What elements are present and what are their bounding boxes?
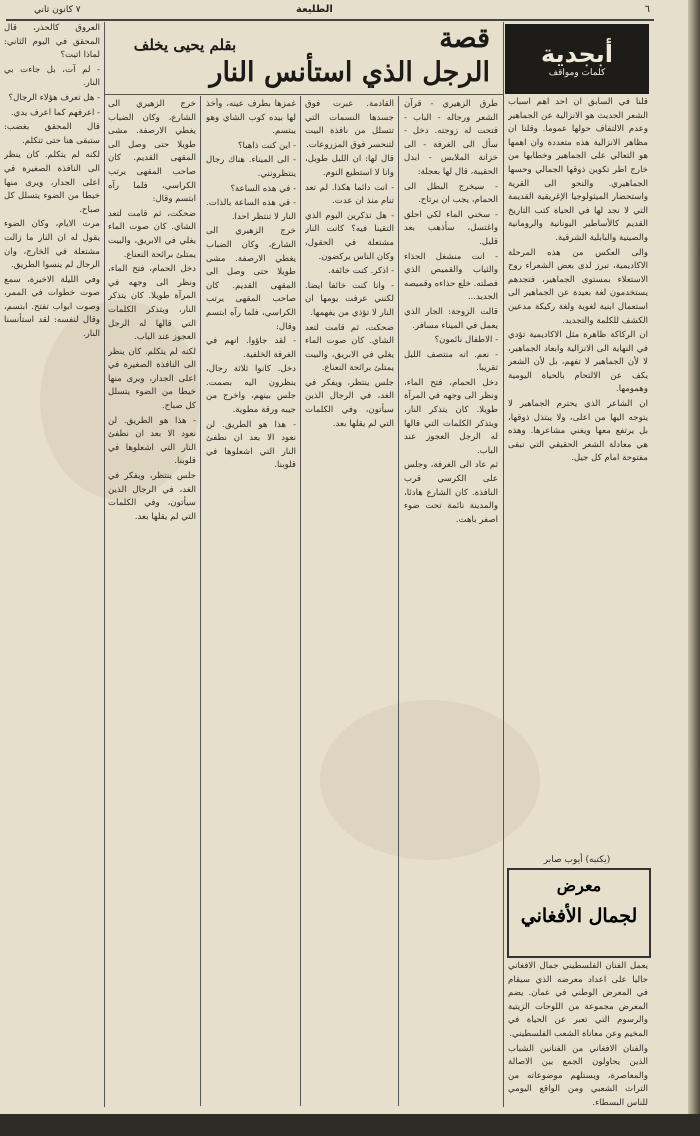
paragraph: غمزها بطرف عينه، وأخذ لها بيده كوب الشاي وهو يبتسم.: [206, 99, 296, 137]
paragraph: - انت منشغل الحذاء والثياب والقميص الذي فصلته. خلع حذاءه وقميصه الجديد...: [404, 251, 498, 303]
magazine-name: الطليعة: [296, 4, 333, 15]
exhibit-heading: [507, 868, 651, 958]
paragraph: - الاطفال نائمون؟: [434, 335, 498, 346]
paragraph: - وانا كنت خائفا ايضا. لكنني عرفت يومها ان النار لا تؤذي من يفهمها.: [305, 280, 394, 318]
paragraph: - اين كنت ذاهبا؟: [237, 140, 296, 151]
paragraph: مرت الايام، وكان الضوء يقول له ان النار ما زالت مشتعلة في الخارج، وان الرجال لم ينسوا الطريق.: [4, 219, 100, 271]
exhibit-label: معرض: [556, 876, 602, 895]
paragraph: والفنان الافغاني من الفنانين الشباب الذين يحاولون الجمع بين الاصالة والمعاصرة، ويستلهم موضوعاته من التراث الشعبي ومن الواقع اليومي للناس البسطاء.: [508, 1043, 648, 1108]
paragraph: - هل تذكرين اليوم الذي التقينا فيه؟ كانت النار مشتعلة في الحقول، وكان الناس يركضون.: [305, 210, 394, 262]
story-column-2: [305, 98, 394, 1106]
column-rule: [503, 22, 504, 1107]
paragraph: العروق كالحذر، قال المحقق في اليوم الثاني: لماذا اتيت؟: [4, 23, 100, 61]
paragraph: القادمة. عبرت فوق جسدها النسمات التي تتسلل من نافذة البيت لتنحسر فوق المزروعات.: [305, 99, 394, 150]
book-binding: [688, 0, 700, 1136]
story-column-3: [206, 98, 296, 1106]
paragraph: - نعم. انه منتصف الليل تقريبا.: [404, 349, 498, 374]
paragraph: - سخني الماء لكي احلق واغتسل، سأذهب بعد قليل.: [404, 209, 498, 247]
paragraph: ثم عاد الى الغرفة، وجلس على الكرسي قرب النافذة. كان الشارع هادئا، والمدينة نائمة تحت ضوء اصفر باهت.: [404, 460, 498, 525]
paragraph: قال لها: ان الليل طويل، وانا لا استطيع النوم.: [305, 154, 394, 178]
story-title: الرجل الذي استأنس النار: [209, 57, 490, 88]
column-rule: [300, 96, 301, 1106]
paragraph: - في هذه الساعة بالذات. النار لا تنتظر احدا.: [206, 198, 296, 222]
abjadiya-logo: [505, 24, 649, 94]
page-header: [6, 3, 654, 21]
story-column-4: [4, 22, 100, 1106]
paragraph: ضحكت، ثم قامت لتعد الشاي. كان صوت الماء يغلي في الابريق، والبيت يمتلئ برائحة النعناع.: [305, 322, 394, 374]
abjadiya-article: [508, 96, 648, 851]
scan-edge: [0, 1114, 700, 1136]
paragraph: ان الشاعر الذي يحترم الجماهير لا يتوجه اليها من اعلى، ولا يبتذل ذوقها، بل يرتفع معها ويغني مشاعرها. وهذه هي معادلة الشعر الحقيقي التي تبقى مفتوحة امام كل جيل.: [508, 399, 648, 464]
paragraph: جلس ينتظر، ويفكر في الغد، في الرجال الذين سيأتون، وفي الكلمات التي لم يقلها بعد.: [305, 377, 394, 429]
paragraph: وفي الليلة الاخيرة، سمع صوت خطوات في الممر، وصوت ابواب تفتح. ابتسم، وقال لنفسه: لقد استأنسنا النار.: [4, 274, 100, 340]
abjadiya-subtitle: كلمات ومواقف: [548, 68, 606, 78]
paragraph: والى العكس من هذه المرحلة الاكاديمية، تبرز لدى بعض الشعراء روح الاستعلاء بمستوى الجماهير، فتجدهم يستخدمون لغة بعيدة عن الجماهير الى استعمال ابنية لغوية ولغة ركيكة مدعين الكشف للكلمة والتجديد.: [508, 247, 648, 326]
paragraph: - في هذه الساعة؟: [230, 183, 296, 194]
paragraph: - اعرفهم كما اعرف يدي.: [10, 107, 100, 118]
page-number: ٦: [644, 4, 650, 15]
paragraph: - انت دائما هكذا. لم تعد تنام منذ ان عدت.: [305, 182, 394, 207]
paragraph: خرج الزهيري الى الشارع، وكان الضباب يغطي الارصفة. مشى طويلا حتى وصل الى المقهى القديم. كان صاحب المقهى يرتب الكراسي، فلما رآه ابتسم وقال:: [206, 226, 296, 332]
paragraph: - هذا هو الطريق. لن نعود الا بعد ان نطفئ النار التي اشعلوها في قلوبنا.: [108, 415, 196, 467]
paragraph: - هل تعرف هؤلاء الرجال؟: [8, 92, 100, 103]
paragraph: - لم آت، بل جاءت بي النار.: [4, 64, 100, 89]
paragraph: - اذكر. كنت خائفة.: [327, 266, 394, 277]
column-rule: [200, 96, 201, 1106]
paragraph: دخل. كانوا ثلاثة رجال، ينظرون اليه بصمت. جلس بينهم، واخرج من جيبه ورقة مطوية.: [206, 364, 296, 416]
article-signature: (يكتبه) أيوب صابر: [543, 855, 611, 865]
abjadiya-title: أبجدية: [541, 40, 613, 68]
paragraph: دخل الحمام، فتح الماء، ونظر الى وجهه في المرآة طويلا. كان يتذكر النار، ويتذكر الكلمات التي قالها له الرجل العجوز عند الباب.: [404, 377, 498, 456]
paragraph: يعمل الفنان الفلسطيني جمال الافغاني حاليا على اعداد معرضه الذي سيقام في المعرض الوطني في عمان. يضم المعرض مجموعة من اللوحات الزيتية والرسوم التي تعبر عن الحياة في المخيم وعن معاناة الشعب الفلسطيني.: [508, 961, 648, 1039]
exhibit-artist: لجمال الأفغاني: [520, 905, 638, 927]
column-rule: [104, 22, 105, 1107]
paragraph: دخل الحمام، فتح الماء، ونظر الى وجهه في المرآة طويلا. كان يتذكر النار، ويتذكر الكلمات التي قالها له الرجل العجوز عند الباب.: [108, 264, 196, 343]
paragraph: طرق الزهيري - قرآن الشعر ورجاله - الباب - فتحت له زوجته. دخل - سأل الى الغرفة - الى خزانة الملابس - ابدل الحقيبة، قال لها بعجلة:: [404, 99, 498, 177]
paragraph: قال المحقق بغضب: ستبقى هنا حتى تتكلم.: [4, 122, 100, 146]
story-column-1: [404, 98, 498, 1106]
paragraph: - سيخرج البطل الى الحمام، يجب ان يرتاح.: [404, 181, 498, 206]
story-title-block: [120, 22, 490, 92]
paragraph: قالت الزوجة: الجار الذي يعمل في الميناء مسافر.: [404, 306, 498, 331]
column-rule: [398, 96, 399, 1106]
story-column-5: [108, 98, 196, 1106]
paragraph: قلنا في السابق ان احد اهم اسباب الشعر الحديث هو الانزالية عن الجماهير وعدم الالتفاف حولها عموما. وقلنا ان مظاهر الانزالية هذه متعددة وان اهمها هو التعالي على الجماهير وخطابها من خارج اطر تكوين ذوقها الجمالي وحسها الجماهيري. والنحو الى القرية واستحضار الميثولوجيا الإغريقية القديمة التي لا نجد لها في الحياة كتب التاريخ القديم كالأساطير اليونانية والرومانية والصينية والبابلية الشرقية.: [508, 97, 648, 243]
paragraph: - الى الميناء. هناك رجال ينتظرونني.: [206, 155, 296, 179]
exhibit-article: [508, 960, 648, 1108]
paragraph: - لقد جاؤوا. انهم في الغرفة الخلفية.: [206, 336, 296, 360]
paragraph: لكنه لم يتكلم. كان ينظر الى النافذة الصغيرة في اعلى الجدار، ويرى منها خيطا من الضوء يتسلل كل صباح.: [4, 150, 100, 215]
story-label: قصة: [439, 23, 490, 54]
paragraph: لكنه لم يتكلم. كان ينظر الى النافذة الصغيرة في اعلى الجدار، ويرى منها خيطا من الضوء يتسلل كل صباح.: [108, 346, 196, 412]
story-author: بقلم يحيى يخلف: [133, 36, 237, 54]
paragraph: خرج الزهيري الى الشارع، وكان الضباب يغطي الارصفة. مشى طويلا حتى وصل الى المقهى القديم. كان صاحب المقهى يرتب الكراسي، فلما رآه ابتسم وقال:: [108, 99, 196, 205]
title-underline: [104, 94, 503, 95]
paragraph: ضحكت، ثم قامت لتعد الشاي. كان صوت الماء يغلي في الابريق، والبيت يمتلئ برائحة النعناع.: [108, 208, 196, 260]
paragraph: - هذا هو الطريق. لن نعود الا بعد ان نطفئ النار التي اشعلوها في قلوبنا.: [206, 419, 296, 471]
paragraph: جلس ينتظر، ويفكر في الغد، في الرجال الذين سيأتون، وفي الكلمات التي لم يقلها بعد.: [108, 471, 196, 522]
issue-date: ٧ كانون ثاني: [34, 5, 81, 15]
paragraph: ان الركاكة ظاهرة مثل الاكاديمية تؤدي في النهاية الى الانزالية وابعاد الجماهير، لا لأن الجماهير لا تفهم، بل لأن الشعر يكف عن الالتحام بالحياة اليومية وهمومها.: [508, 330, 648, 395]
